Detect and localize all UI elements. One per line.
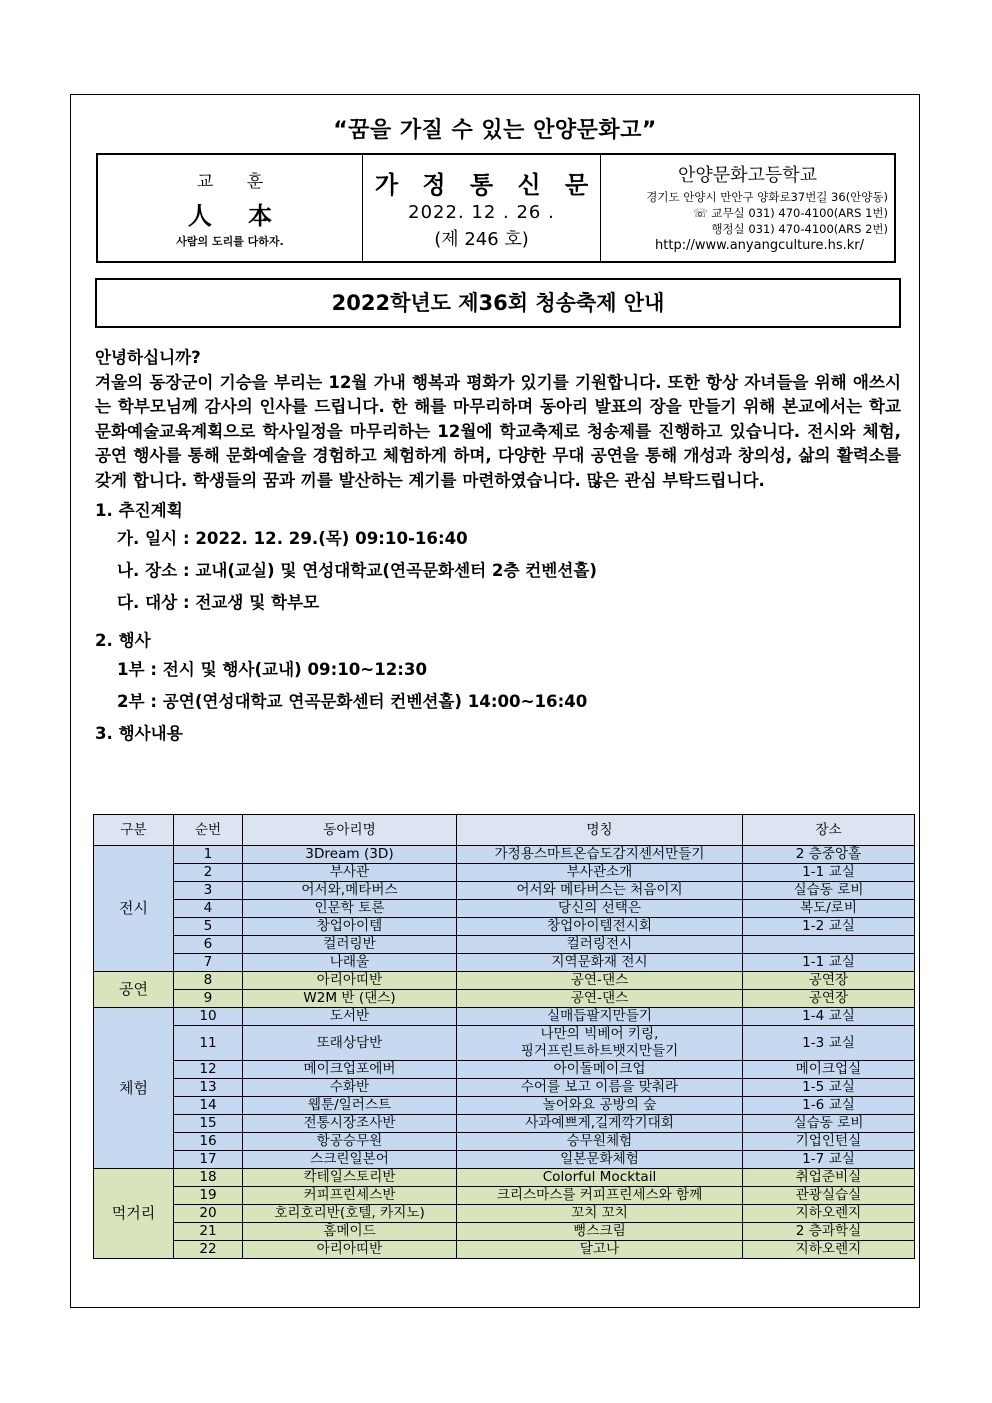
- place-cell: 지하오렌지: [743, 1205, 915, 1223]
- club-cell: 홈메이드: [243, 1223, 457, 1241]
- place-cell: 1-3 교실: [743, 1026, 915, 1061]
- table-row: [94, 1205, 915, 1223]
- phone-office: ☏ 교무실 031) 470-4100(ARS 1번): [693, 206, 888, 220]
- header-number: 순번: [174, 815, 243, 846]
- club-cell: 부사관: [243, 864, 457, 882]
- place-cell: 1-5 교실: [743, 1079, 915, 1097]
- school-creed-cell: [98, 155, 363, 261]
- table-row: [94, 936, 915, 954]
- place-cell: 공연장: [743, 990, 915, 1008]
- place-cell: 1-1 교실: [743, 954, 915, 972]
- table-row: [94, 1061, 915, 1079]
- table-row: [94, 1187, 915, 1205]
- title-cell: Colorful Mocktail: [457, 1169, 743, 1187]
- school-motto: “꿈을 가질 수 있는 안양문화고”: [333, 118, 657, 143]
- newsletter-info-cell: [363, 155, 601, 261]
- address-line: 경기도 안양시 만안구 양화로37번길 36(안양동): [646, 190, 888, 204]
- club-cell: 인문학 토론: [243, 900, 457, 918]
- category-cell: 전시: [94, 846, 174, 972]
- school-address: [601, 189, 894, 237]
- place-cell: 실습동 로비: [743, 1115, 915, 1133]
- section1-heading: 1. 추진계획: [95, 500, 183, 520]
- category-cell: 체험: [94, 1008, 174, 1169]
- table-row: [94, 1026, 915, 1061]
- place-cell: 2 층중앙홀: [743, 846, 915, 864]
- newsletter-date: 2022. 12 . 26 .: [408, 202, 555, 223]
- event-table: [93, 814, 915, 1259]
- title-cell: 실매듭팔지만들기: [457, 1008, 743, 1026]
- newsletter-header: [96, 153, 896, 263]
- table-row: [94, 846, 915, 864]
- club-cell: 메이크업포에버: [243, 1061, 457, 1079]
- title-cell: [457, 1026, 743, 1061]
- section1-item-target: 다. 대상 : 전교생 및 학부모: [117, 593, 320, 613]
- header-club: 동아리명: [243, 815, 457, 846]
- table-row: [94, 900, 915, 918]
- number-cell: 2: [174, 864, 243, 882]
- table-row: [94, 1241, 915, 1259]
- table-row: [94, 990, 915, 1008]
- club-cell: 호리호리반(호텔, 카지노): [243, 1205, 457, 1223]
- number-cell: 15: [174, 1115, 243, 1133]
- table-row: [94, 1223, 915, 1241]
- number-cell: 8: [174, 972, 243, 990]
- club-cell: 칵테일스토리반: [243, 1169, 457, 1187]
- title-cell: 뻥스크림: [457, 1223, 743, 1241]
- place-cell: 1-7 교실: [743, 1151, 915, 1169]
- title-cell: 당신의 선택은: [457, 900, 743, 918]
- number-cell: 9: [174, 990, 243, 1008]
- club-cell: 어서와,메타버스: [243, 882, 457, 900]
- number-cell: 19: [174, 1187, 243, 1205]
- table-row: [94, 1133, 915, 1151]
- place-cell: 관광실습실: [743, 1187, 915, 1205]
- club-cell: 스크린일본어: [243, 1151, 457, 1169]
- category-cell: 공연: [94, 972, 174, 1008]
- number-cell: 13: [174, 1079, 243, 1097]
- title-cell: 달고나: [457, 1241, 743, 1259]
- number-cell: 21: [174, 1223, 243, 1241]
- number-cell: 18: [174, 1169, 243, 1187]
- place-cell: 공연장: [743, 972, 915, 990]
- title-cell: 창업아이템전시회: [457, 918, 743, 936]
- place-cell: 복도/로비: [743, 900, 915, 918]
- number-cell: 7: [174, 954, 243, 972]
- place-cell: 1-6 교실: [743, 1097, 915, 1115]
- section2-item-part1: 1부 : 전시 및 행사(교내) 09:10~12:30: [117, 659, 428, 679]
- number-cell: 14: [174, 1097, 243, 1115]
- club-cell: 창업아이템: [243, 918, 457, 936]
- table-row: [94, 1151, 915, 1169]
- table-row: [94, 1097, 915, 1115]
- number-cell: 6: [174, 936, 243, 954]
- section2-heading: 2. 행사: [95, 631, 151, 651]
- number-cell: 10: [174, 1008, 243, 1026]
- number-cell: 20: [174, 1205, 243, 1223]
- section2-item-part2: 2부 : 공연(연성대학교 연곡문화센터 컨벤션홀) 14:00~16:40: [117, 691, 588, 711]
- category-cell: 먹거리: [94, 1169, 174, 1259]
- creed-description: 사람의 도리를 다하자.: [176, 235, 284, 248]
- place-cell: 취업준비실: [743, 1169, 915, 1187]
- number-cell: 22: [174, 1241, 243, 1259]
- place-cell: 2 층과학실: [743, 1223, 915, 1241]
- school-name: 안양문화고등학교: [677, 165, 818, 186]
- club-cell: 수화반: [243, 1079, 457, 1097]
- club-cell: 컬러링반: [243, 936, 457, 954]
- newsletter-issue: (제 246 호): [434, 229, 529, 250]
- document-body: [95, 346, 901, 746]
- club-cell: 커피프린세스반: [243, 1187, 457, 1205]
- club-cell: 또래상담반: [243, 1026, 457, 1061]
- number-cell: 4: [174, 900, 243, 918]
- title-cell: 승무원체험: [457, 1133, 743, 1151]
- section1-item-date: 가. 일시 : 2022. 12. 29.(목) 09:10-16:40: [117, 529, 468, 549]
- place-cell: 1-1 교실: [743, 864, 915, 882]
- phone-admin: 행정실 031) 470-4100(ARS 2번): [711, 222, 888, 236]
- title-cell: 공연-댄스: [457, 972, 743, 990]
- club-cell: 3Dream (3D): [243, 846, 457, 864]
- title-cell: 가정용스마트온습도감지센서만들기: [457, 846, 743, 864]
- club-cell: 전통시장조사반: [243, 1115, 457, 1133]
- club-cell: 웹툰/일러스트: [243, 1097, 457, 1115]
- school-contact-cell: [601, 155, 894, 261]
- number-cell: 16: [174, 1133, 243, 1151]
- table-row: [94, 864, 915, 882]
- club-cell: W2M 반 (댄스): [243, 990, 457, 1008]
- title-cell: 아이돌메이크업: [457, 1061, 743, 1079]
- table-header-row: [94, 815, 915, 846]
- title-cell: 어서와 메타버스는 처음이지: [457, 882, 743, 900]
- number-cell: 3: [174, 882, 243, 900]
- number-cell: 12: [174, 1061, 243, 1079]
- number-cell: 5: [174, 918, 243, 936]
- title-cell: 놀어와요 공방의 숲: [457, 1097, 743, 1115]
- place-cell: 지하오렌지: [743, 1241, 915, 1259]
- newsletter-title: 가 정 통 신 문: [374, 171, 597, 199]
- number-cell: 1: [174, 846, 243, 864]
- title-cell: 사과예쁘게,길게깍기대회: [457, 1115, 743, 1133]
- greeting: 안녕하십니까?: [95, 348, 201, 367]
- number-cell: 11: [174, 1026, 243, 1061]
- title-cell: 공연-댄스: [457, 990, 743, 1008]
- section1-item-place: 나. 장소 : 교내(교실) 및 연성대학교(연곡문화센터 2층 컨벤션홀): [117, 561, 597, 581]
- club-cell: 아리아띠반: [243, 972, 457, 990]
- place-cell: [743, 936, 915, 954]
- table-row: [94, 882, 915, 900]
- intro-paragraph: 겨울의 동장군이 기승을 부리는 12월 가내 행복과 평화가 있기를 기원합니다. 또한 항상 자녀들을 위해 애쓰시는 학부모님께 감사의 인사를 드립니다. 한 해를 마무리하며 동아리 발표의 장을 만들기 위해 본교에서는 학교문화예술교육계획으로 학사일정을 마무리하는 12월에 학교축제로 청송제를 진행하고 있습니다. 전시와 체험, 공연 행사를 통해 문화예술을 경험하고 체험하게 하며, 다양한 무대 공연을 통해 개성과 창의성, 삶의 활력소를 갖게 합니다. 학생들의 꿈과 끼를 발산하는 계기를 마련하였습니다. 많은 관심 부탁드립니다.: [95, 372, 901, 490]
- club-cell: 항공승무원: [243, 1133, 457, 1151]
- title-line: 나만의 빅베어 키링,: [540, 1026, 659, 1042]
- place-cell: 1-4 교실: [743, 1008, 915, 1026]
- title-cell: 일본문화체험: [457, 1151, 743, 1169]
- table-row: [94, 1169, 915, 1187]
- header-category: 구분: [94, 815, 174, 846]
- club-cell: 도서반: [243, 1008, 457, 1026]
- table-row: [94, 1008, 915, 1026]
- title-cell: 크리스마스를 커피프린세스와 함께: [457, 1187, 743, 1205]
- place-cell: 실습동 로비: [743, 882, 915, 900]
- title-line: 핑거프린트하트뱃지만들기: [520, 1043, 679, 1059]
- title-cell: 지역문화재 전시: [457, 954, 743, 972]
- table-row: [94, 918, 915, 936]
- table-body: [94, 846, 915, 1259]
- creed-label: 교 훈: [196, 172, 278, 192]
- title-cell: 수어를 보고 이름을 맞춰라: [457, 1079, 743, 1097]
- table-row: [94, 1115, 915, 1133]
- document-title: 2022학년도 제36회 청송축제 안내: [95, 278, 901, 328]
- number-cell: 17: [174, 1151, 243, 1169]
- creed-value: 人 本: [187, 201, 287, 230]
- school-url-link[interactable]: http://www.anyangculture.hs.kr/: [655, 238, 864, 253]
- title-cell: 컬러링전시: [457, 936, 743, 954]
- title-cell: 꼬치 꼬치: [457, 1205, 743, 1223]
- place-cell: 1-2 교실: [743, 918, 915, 936]
- club-cell: 나래울: [243, 954, 457, 972]
- header-title: 명칭: [457, 815, 743, 846]
- header-place: 장소: [743, 815, 915, 846]
- title-cell: 부사관소개: [457, 864, 743, 882]
- table-row: [94, 954, 915, 972]
- table-row: [94, 1079, 915, 1097]
- place-cell: 메이크업실: [743, 1061, 915, 1079]
- section3-heading: 3. 행사내용: [95, 723, 183, 743]
- table-row: [94, 972, 915, 990]
- place-cell: 기업인턴실: [743, 1133, 915, 1151]
- club-cell: 아리아띠반: [243, 1241, 457, 1259]
